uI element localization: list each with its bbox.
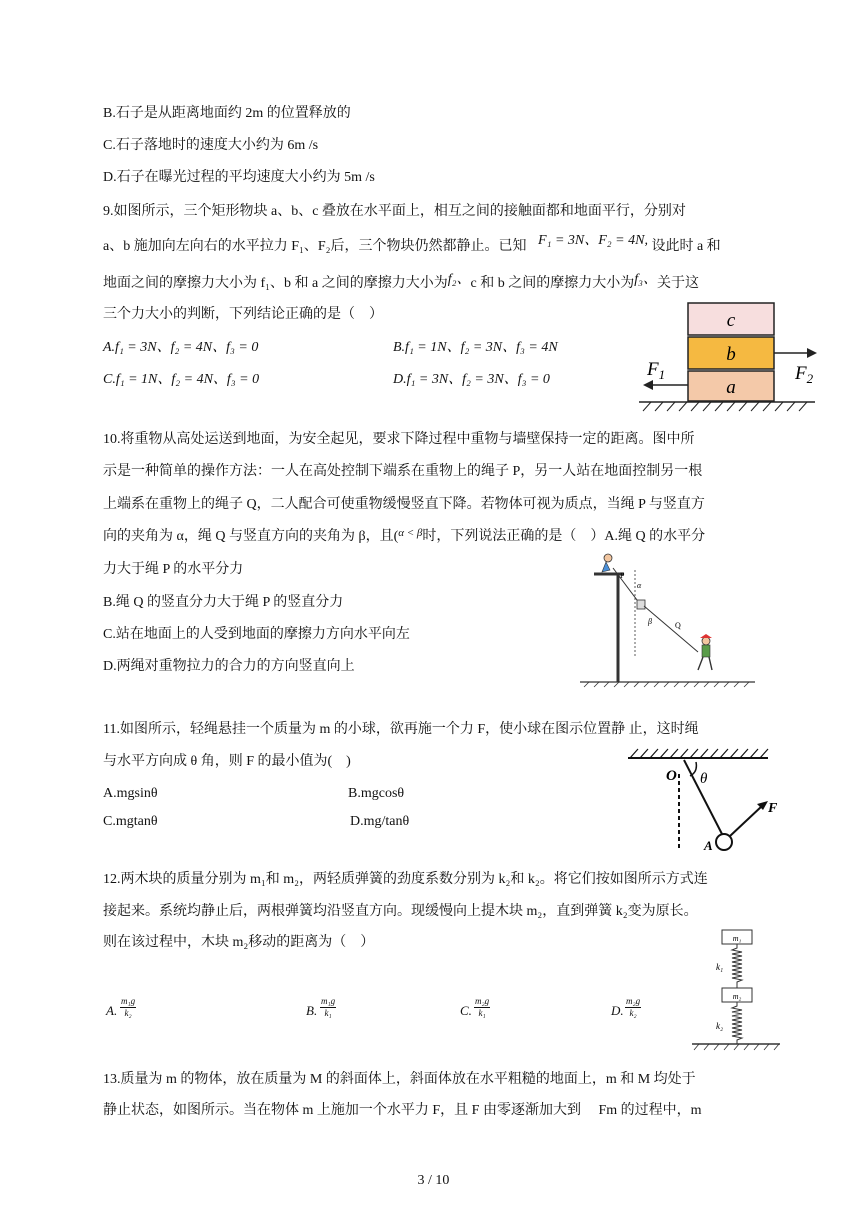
q12-option-c-label: C. <box>460 1003 472 1018</box>
block-b-label: b <box>726 344 736 365</box>
q9-option-d: D.f₁ = 3N、f₂ = 3N、f₃ = 0 <box>393 372 550 387</box>
label-q: Q <box>675 621 681 630</box>
q11-option-d: D.mg/tanθ <box>350 814 410 829</box>
q12-option-a-fraction <box>120 996 136 1019</box>
q9-option-a: A.f₁ = 3N、f₂ = 4N、f₃ = 0 <box>103 340 259 355</box>
q8-option-d: D.石子在曝光过程的平均速度大小约为 5m /s <box>103 170 375 185</box>
spring-k1 <box>732 944 742 988</box>
label-f: F <box>768 801 778 816</box>
label-k1: k₁ <box>716 962 724 972</box>
top-person-head <box>604 554 612 562</box>
q12-option-b-fraction <box>320 996 336 1019</box>
q10-angle-condition: α < β <box>398 527 423 539</box>
q11-option-b: B.mgcosθ <box>348 786 405 801</box>
q12-option-a-label: A. <box>106 1003 118 1018</box>
ceiling-hatch <box>630 749 768 758</box>
spring-k2 <box>732 1002 742 1044</box>
q11-figure <box>626 746 786 856</box>
ground-person-body <box>702 645 710 657</box>
q12-stem-line2: 接起来。系统均静止后，两根弹簧均沿竖直方向。现缓慢向上提木块 m₂，直到弹簧 k₂变为原长。 <box>103 904 698 919</box>
f2-label: $F_2$ <box>795 363 814 386</box>
q10-stem-line4-tail: 时，下列说法正确的是（ ）A.绳 Q 的水平分 <box>422 529 706 544</box>
q10-option-d: D.两绳对重物拉力的合力的方向竖直向上 <box>103 659 355 674</box>
q12-stem-line1: 12.两木块的质量分别为 m₁和 m₂，两轻质弹簧的劲度系数分别为 k₂和 k₂。将它们按如图所示方式连 <box>103 872 708 887</box>
rope-q <box>644 606 698 652</box>
q10-option-c: C.站在地面上的人受到地面的摩擦力方向水平向左 <box>103 627 410 642</box>
ground-person-legs <box>698 657 712 670</box>
label-m2: m₂ <box>732 992 742 1001</box>
label-o: O <box>666 768 677 784</box>
q13-stem-line2: 静止状态，如图所示。当在物体 m 上施加一个水平力 F，且 F 由零逐渐加大到 Fm 的过程中，m <box>103 1103 702 1118</box>
q9-stem-line3-tail: 关于这 <box>657 276 700 291</box>
q11-stem-line2: 与水平方向成 θ 角，则 F 的最小值为( ) <box>103 754 351 769</box>
q9-f3-symbol: f₃、 <box>634 272 658 287</box>
q10-figure <box>580 548 760 688</box>
top-person-body <box>602 562 610 572</box>
q9-stem-line2-tail: 设此时 a 和 <box>651 239 721 254</box>
q10-option-b: B.绳 Q 的竖直分力大于绳 P 的竖直分力 <box>103 595 344 610</box>
ground-hatch <box>643 402 807 411</box>
f2-arrowhead <box>807 348 817 358</box>
q9-stem-line4: 三个力大小的判断，下列结论正确的是（ ） <box>103 307 383 322</box>
q9-stem-line2 <box>103 233 721 257</box>
q10-stem-line4 <box>103 527 705 547</box>
q9-given-forces: F₁ = 3N、F₂ = 4N, <box>538 233 648 248</box>
q10-stem-line4-text: 向的夹角为 α，绳 Q 与竖直方向的夹角为 β，且( <box>103 529 399 544</box>
q12-option-d-num: m₂g <box>626 996 641 1006</box>
q12-option-b-num: m₁g <box>321 996 336 1006</box>
label-a: A <box>704 838 713 853</box>
weight <box>637 600 645 609</box>
ground-person-hat <box>700 634 712 638</box>
label-beta: β <box>648 617 652 626</box>
ground-hatch-10 <box>584 682 749 687</box>
q10-stem-line5: 力大于绳 P 的水平分力 <box>103 562 244 577</box>
force-arrow <box>730 806 762 836</box>
q8-option-b: B.石子是从距离地面约 2m 的位置释放的 <box>103 106 351 121</box>
q12-option-d-label: D. <box>611 1003 624 1018</box>
q9-stem-line3-text: 地面之间的摩擦力大小为 f₁、b 和 a 之间的摩擦力大小为 <box>103 276 448 291</box>
q9-stem-line1: 9.如图所示，三个矩形物块 a、b、c 叠放在水平面上，相互之间的接触面都和地面平行，分别对 <box>103 204 686 219</box>
q12-option-d-den: k₂ <box>629 1008 637 1018</box>
q12-option-b-label: B. <box>306 1003 318 1018</box>
q8-option-c: C.石子落地时的速度大小约为 6m /s <box>103 138 319 153</box>
ground-hatch-12 <box>694 1044 779 1050</box>
label-theta: θ <box>700 771 708 787</box>
q10-stem-line3: 上端系在重物上的绳子 Q，二人配合可使重物缓慢竖直下降。若物体可视为质点，当绳 P 与竖直方 <box>103 497 705 512</box>
q12-figure <box>690 926 790 1056</box>
block-a-label: a <box>726 377 736 398</box>
page-number: 3 / 10 <box>417 1173 450 1188</box>
q9-stem-line3 <box>103 274 699 294</box>
block-c-label: c <box>726 310 736 331</box>
q12-option-c-den: k₁ <box>478 1008 486 1018</box>
q11-option-c: C.mgtanθ <box>103 814 158 829</box>
label-p: P <box>620 571 625 580</box>
label-alpha: α <box>637 581 642 590</box>
f1-arrowhead <box>643 380 653 390</box>
q12-option-a-den: k₂ <box>124 1008 132 1018</box>
q12-option-c-num: m₂g <box>475 996 490 1006</box>
q12-option-c-fraction <box>474 996 490 1019</box>
q9-stem-line3-mid: c 和 b 之间的摩擦力大小为 <box>470 276 635 291</box>
q10-stem-line1: 10.将重物从高处运送到地面，为安全起见，要求下降过程中重物与墙壁保持一定的距离。图中所 <box>103 432 695 447</box>
q9-f2-symbol: f₂、 <box>447 272 471 287</box>
q9-option-b: B.f₁ = 1N、f₂ = 3N、f₃ = 4N <box>393 340 558 355</box>
q12-option-b-den: k₁ <box>324 1008 332 1018</box>
q12-option-d-fraction <box>625 996 641 1019</box>
q9-figure <box>635 293 825 413</box>
q12-option-a-num: m₁g <box>121 996 136 1006</box>
q9-stem-line2-text: a、b 施加向左向右的水平拉力 F₁、F₂后，三个物块仍然都静止。已知 <box>103 239 527 254</box>
q11-option-a: A.mgsinθ <box>103 786 158 801</box>
label-k2: k₂ <box>716 1021 724 1031</box>
q9-option-c: C.f₁ = 1N、f₂ = 4N、f₃ = 0 <box>103 372 260 387</box>
q12-stem-line3: 则在该过程中，木块 m₂移动的距离为（ ） <box>103 935 375 950</box>
q13-stem-line1: 13.质量为 m 的物体，放在质量为 M 的斜面体上，斜面体放在水平粗糙的地面上，m 和 M 均处于 <box>103 1072 696 1087</box>
label-m1: m₁ <box>732 934 742 943</box>
q10-stem-line2: 示是一种简单的操作方法：一人在高处控制下端系在重物上的绳子 P，另一人站在地面控制另一根 <box>103 464 703 479</box>
ball <box>716 834 732 850</box>
f1-label: $F_1$ <box>647 359 666 382</box>
ground-person-head <box>702 637 710 645</box>
q11-stem-line1: 11.如图所示，轻绳悬挂一个质量为 m 的小球，欲再施一个力 F，使小球在图示位置静 止，这时绳 <box>103 722 699 737</box>
